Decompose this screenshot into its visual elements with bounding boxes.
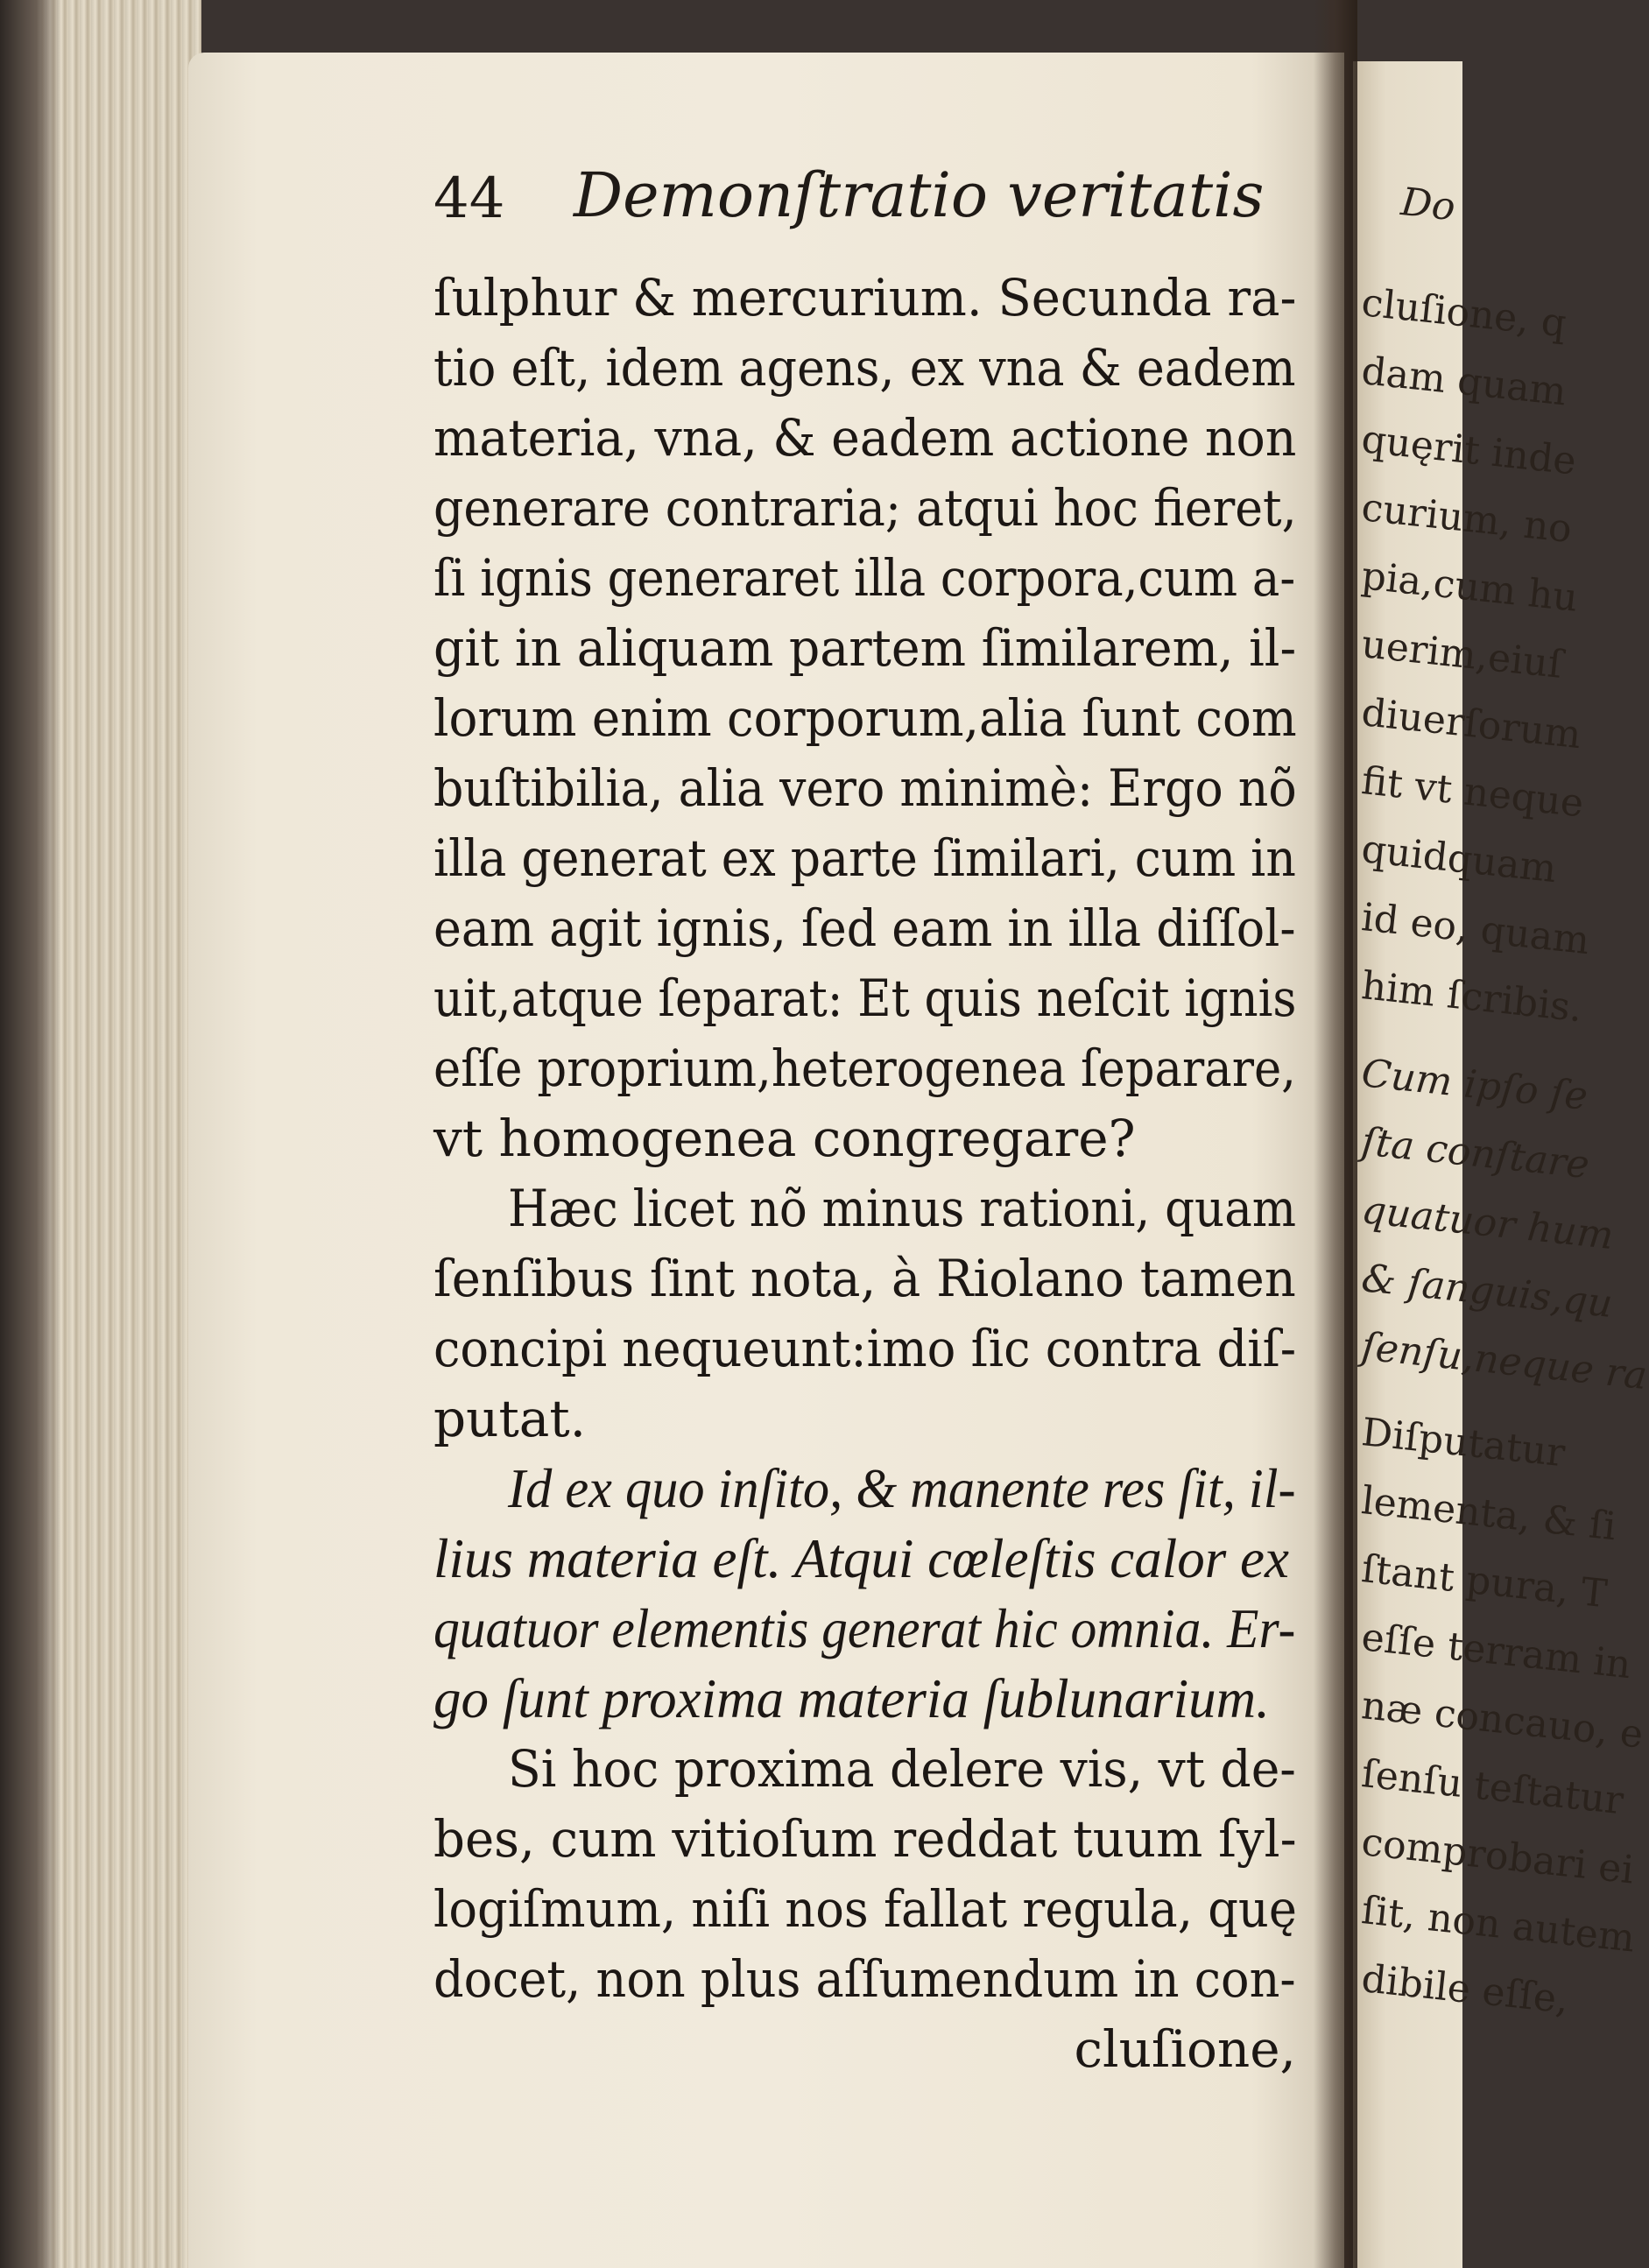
- page-number: 44: [433, 166, 505, 231]
- text-line: ſenſibus ſint nota, à Riolano tamen: [433, 1249, 1296, 1308]
- facing-line: dam quam: [1359, 349, 1568, 415]
- facing-line: ſenſu teſtatur: [1359, 1751, 1626, 1824]
- quote-line: Id ex quo inſito, & manente res ſit, il-: [508, 1458, 1296, 1519]
- facing-line: cluſione, q: [1359, 280, 1568, 347]
- facing-line: Diſputatur: [1359, 1410, 1568, 1476]
- text-line: ſulphur & mercurium. Secunda ra-: [433, 268, 1297, 328]
- text-line: git in aliquam partem ſimilarem, il-: [433, 618, 1297, 678]
- text-line: lorum enim corporum,alia ſunt com: [433, 688, 1297, 748]
- facing-line: ſta conſtare: [1359, 1119, 1592, 1188]
- text-line: Si hoc proxima delere vis, vt de-: [508, 1739, 1296, 1799]
- text-line: docet, non plus aſſumendum in con-: [433, 1949, 1296, 2009]
- text-line: eſſe proprium,heterogenea ſeparare,: [433, 1039, 1296, 1098]
- binding-shadow: [0, 0, 61, 2268]
- facing-line: diuerſorum: [1359, 690, 1583, 758]
- running-title: Demonſtratio veritatis: [574, 159, 1265, 231]
- text-line: Hæc licet nõ minus rationi, quam: [508, 1179, 1297, 1238]
- text-line: tio eſt, idem agens, ex vna & eadem: [433, 338, 1296, 398]
- facing-line: uerim,eiuſ: [1359, 622, 1565, 687]
- text-line: generare contraria; atqui hoc fieret,: [433, 478, 1297, 538]
- facing-page-strip: [1353, 61, 1649, 2268]
- facing-line: Do: [1399, 180, 1458, 230]
- text-line: ſi ignis generaret illa corpora,cum a-: [433, 548, 1296, 608]
- facing-line: quatuor hum: [1359, 1187, 1616, 1259]
- facing-line: ſit, non autem: [1359, 1888, 1638, 1962]
- text-line: buſtibilia, alia vero minimè: Ergo nõ: [433, 758, 1297, 818]
- text-line: materia, vna, & eadem actione non: [433, 408, 1297, 468]
- facing-line: & ſanguis,qu: [1359, 1256, 1615, 1327]
- text-line: logiſmum, niſi nos fallat regula, quę: [433, 1879, 1297, 1939]
- text-line: bes, cum vitioſum reddat tuum ſyl-: [433, 1809, 1297, 1869]
- facing-line: quęrit inde: [1359, 417, 1579, 484]
- facing-line: pia,cum hu: [1359, 553, 1581, 621]
- text-line: vt homogenea congregare?: [433, 1109, 1136, 1168]
- facing-line: lementa, & ſi: [1359, 1478, 1618, 1550]
- facing-line: ſenſu,neque ra: [1359, 1324, 1649, 1399]
- facing-line: dibile eſſe,: [1359, 1956, 1571, 2023]
- facing-line: him ſcribis.: [1359, 963, 1585, 1032]
- text-line: uit,atque ſeparat: Et quis neſcit ignis: [433, 968, 1297, 1028]
- catchword-line: cluſione,: [1074, 2019, 1296, 2079]
- facing-line: næ concauo, e: [1359, 1683, 1645, 1757]
- facing-line: id eo, quam: [1359, 895, 1592, 964]
- facing-line: ſtant pura, T: [1359, 1546, 1610, 1617]
- facing-line: eſſe terram in: [1359, 1615, 1633, 1688]
- text-line: illa generat ex parte ſimilari, cum in: [433, 828, 1296, 888]
- facing-line: comprobari ei: [1359, 1820, 1637, 1893]
- text-line: eam agit ignis, ſed eam in illa diſſol-: [433, 898, 1296, 958]
- facing-line: fit vt neque: [1359, 758, 1586, 827]
- quote-line: lius materia eſt. Atqui cœleſtis calor ex: [433, 1528, 1289, 1589]
- quote-line: quatuor elementis generat hic omnia. Er-: [433, 1598, 1296, 1659]
- text-line: putat.: [433, 1389, 587, 1448]
- text-line: concipi nequeunt:imo ſic contra diſ-: [433, 1319, 1297, 1378]
- gutter-shadow: [1314, 0, 1357, 2268]
- quote-line: go ſunt proxima materia ſublunarium.: [433, 1668, 1270, 1729]
- facing-line: Cum ipſo ſe: [1359, 1051, 1590, 1119]
- facing-line: quidquam: [1359, 827, 1559, 892]
- facing-line: curium, no: [1359, 485, 1575, 553]
